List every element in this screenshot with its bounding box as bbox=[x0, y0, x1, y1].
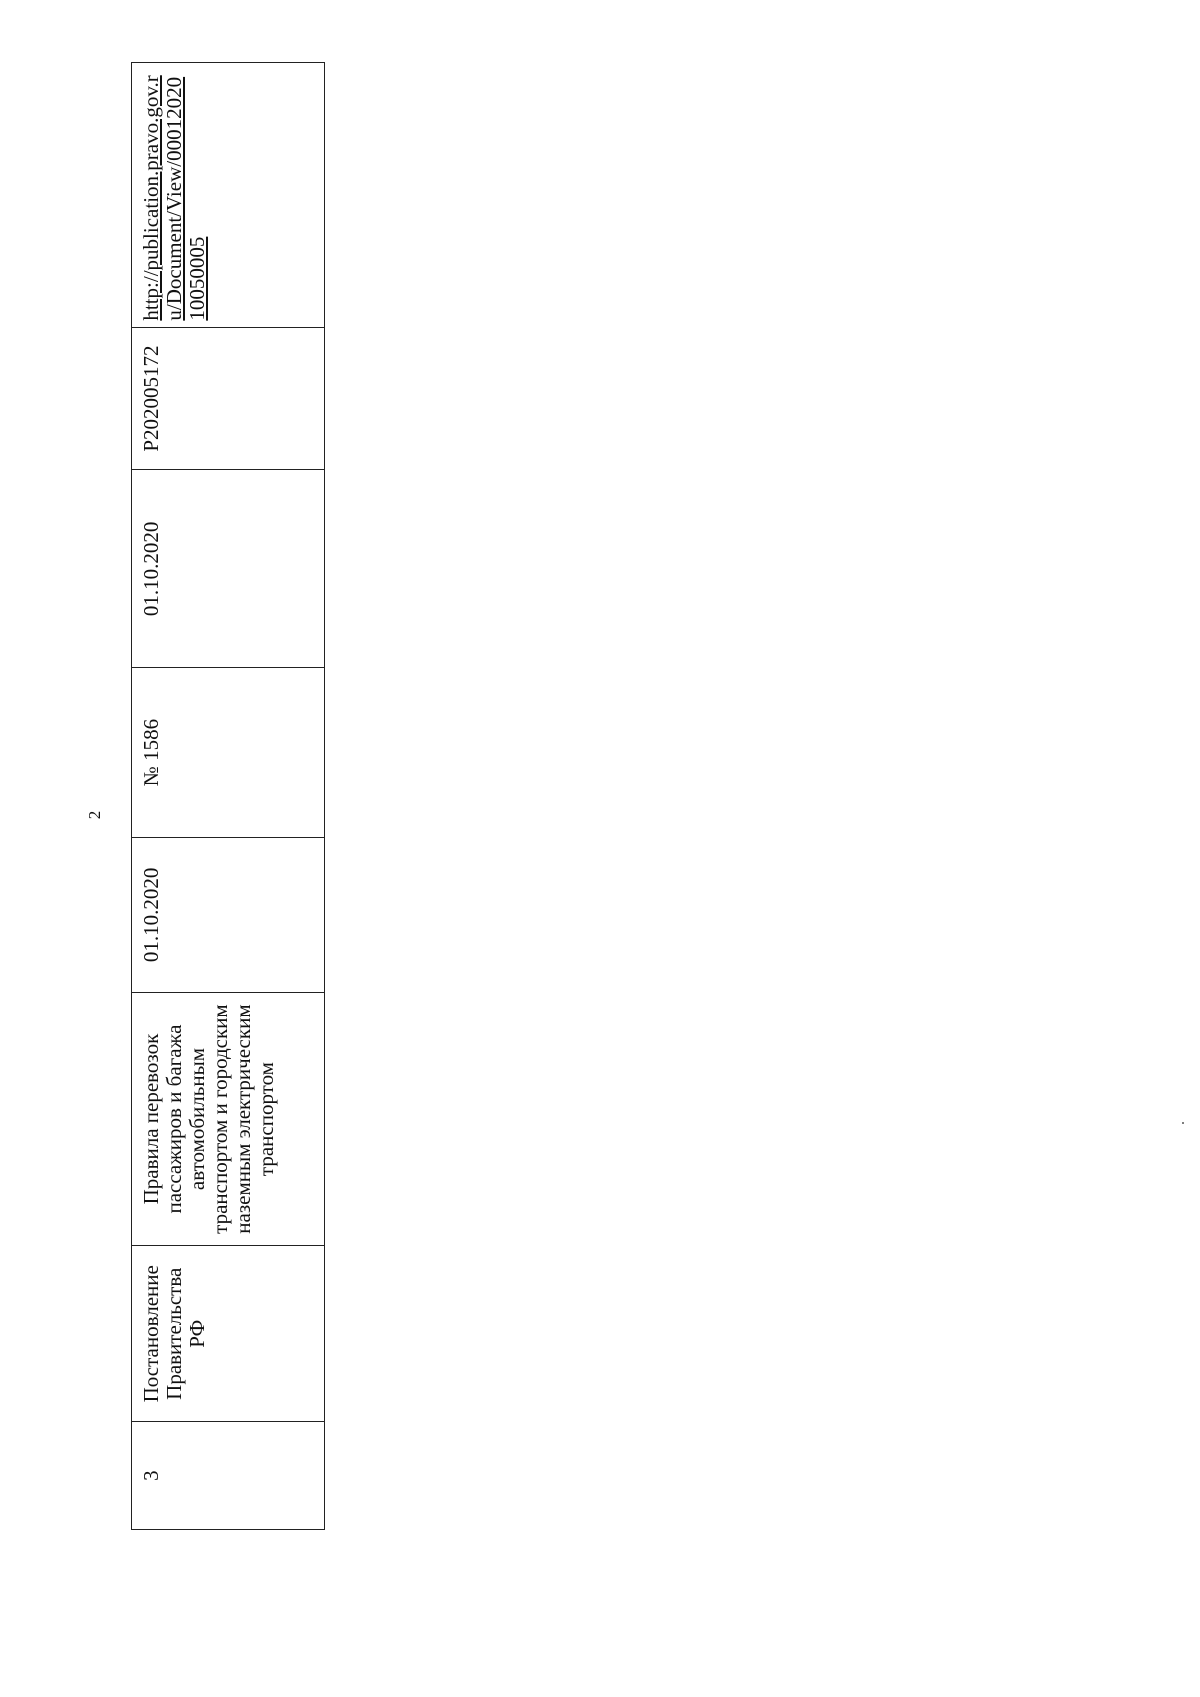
cell-row-number: 3 bbox=[132, 1421, 324, 1529]
table-row bbox=[131, 62, 325, 1530]
cell-document-title: Правила перевозок пассажиров и багажа автомобильным транспортом и городским наземным электрическим транспортом bbox=[132, 992, 324, 1246]
cell-effective-date: 01.10.2020 bbox=[132, 469, 324, 667]
publication-link[interactable]: http://publication.pravo.gov.ru/Document/View/0001202010050005 bbox=[139, 75, 209, 321]
cell-adopted-date: 01.10.2020 bbox=[132, 837, 324, 992]
document-table bbox=[131, 62, 325, 1530]
scan-artifact-dot bbox=[1182, 1122, 1184, 1124]
cell-publication-link bbox=[132, 63, 324, 327]
cell-document-number: № 1586 bbox=[132, 667, 324, 837]
cell-document-type: Постановление Правительства РФ bbox=[132, 1245, 324, 1421]
cell-registry-code: P202005172 bbox=[132, 327, 324, 470]
page-number: 2 bbox=[85, 810, 104, 820]
